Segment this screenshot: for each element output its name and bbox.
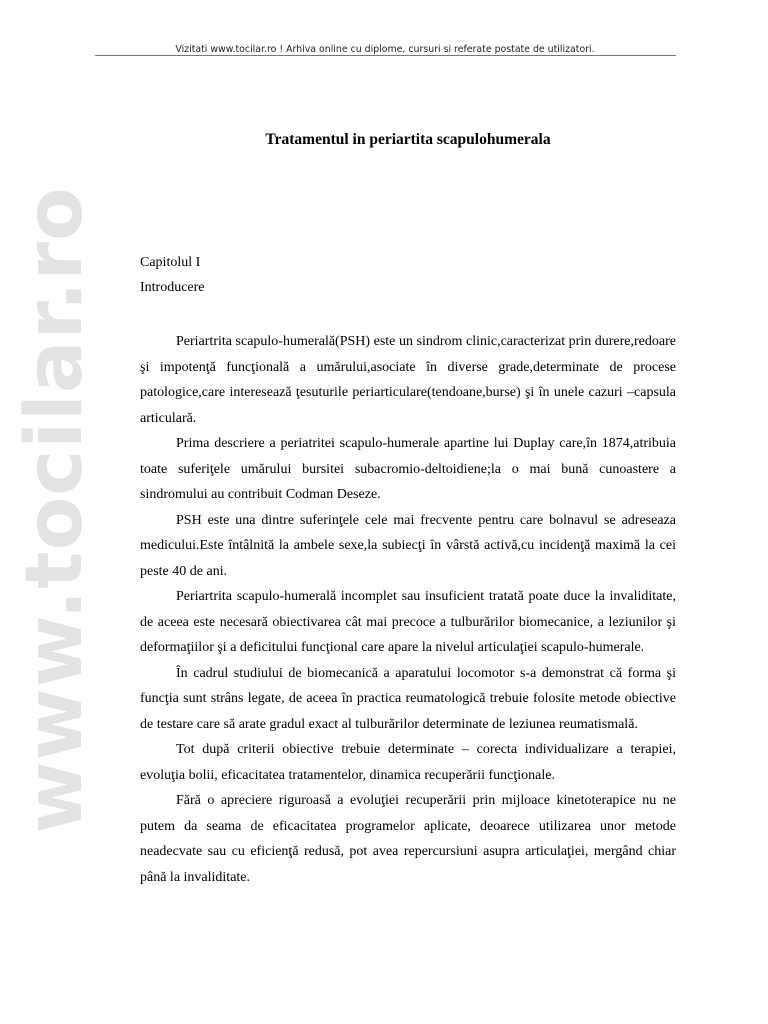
paragraph-5 <box>140 661 676 738</box>
paragraph-5-text: În cadrul studiului de biomecanică a aparatului locomotor s-a demonstrat că forma şi funcţia sunt strâns legate, de aceea în practica reumatologică trebuie folosite metode obiective de testare care să arate gradul exact al tulburărilor determinate de leziunea reumatismală. <box>140 665 676 732</box>
paragraph-1 <box>140 329 676 431</box>
paragraph-3-text: PSH este una dintre suferinţele cele mai frecvente pentru care bolnavul se adreseaza medicului.Este întâlnită la ambele sexe,la subiecţi în vârstă activă,cu incidenţă maximă la cei peste 40 de ani. <box>140 512 676 579</box>
document-title: Tratamentul in periartita scapulohumerala <box>265 131 551 148</box>
paragraph-4-text: Periartrita scapulo-humerală incomplet sau insuficient tratată poate duce la invaliditate, de aceea este necesară obiectivarea cât mai precoce a tulburărilor biomecanice, a leziunilor şi deformaţiilor şi a deficitului funcţional care apare la nivelul articulaţiei scapulo-humerale. <box>140 589 676 655</box>
paragraph-6-text: Tot după criterii obiective trebuie determinate – corecta individualizare a terapiei, evoluţia bolii, eficacitatea tratamentelor, dinamica recuperării funcţionale. <box>140 742 676 783</box>
paragraph-3 <box>140 508 676 585</box>
paragraph-4 <box>140 584 676 661</box>
header-divider <box>95 55 676 56</box>
paragraph-1-text: Periartrita scapulo-humerală(PSH) este un sindrom clinic,caracterizat prin durere,redoare şi impotenţă funcţională a umărului,asociate în diverse grade,determinate de procese patologice,care interesează ţesuturile periarticulare(tendoane,burse) şi în unele cazuri –capsula articulară. <box>140 334 676 426</box>
chapter-heading: Capitolul I <box>140 255 201 270</box>
page-header: Vizitati www.tocilar.ro ! Arhiva online cu diplome, cursuri si referate postate de utilizatori. <box>175 44 595 55</box>
paragraph-6 <box>140 737 676 788</box>
paragraph-2 <box>140 431 676 508</box>
section-heading: Introducere <box>140 280 205 295</box>
paragraph-7 <box>140 788 676 890</box>
paragraph-7-text: Fără o apreciere riguroasă a evoluţiei recuperării prin mijloace kinetoterapice nu ne putem da seama de eficacitatea programelor aplicate, deoarece utilizarea unor metode neadecvate sau cu eficienţă redusă, pot avea repercursiuni asupra articulaţiei, mergând chiar până la invaliditate. <box>140 793 676 885</box>
watermark-logo: www.tocilar.ro <box>10 186 100 834</box>
paragraph-2-text: Prima descriere a periatritei scapulo-humerale apartine lui Duplay care,în 1874,atribuia toate suferiţele umărului bursitei subacromio-deltoidiene;la o mai bună cunoastere a sindromului au contribuit Codman Deseze. <box>140 436 676 502</box>
document-body <box>140 329 676 890</box>
